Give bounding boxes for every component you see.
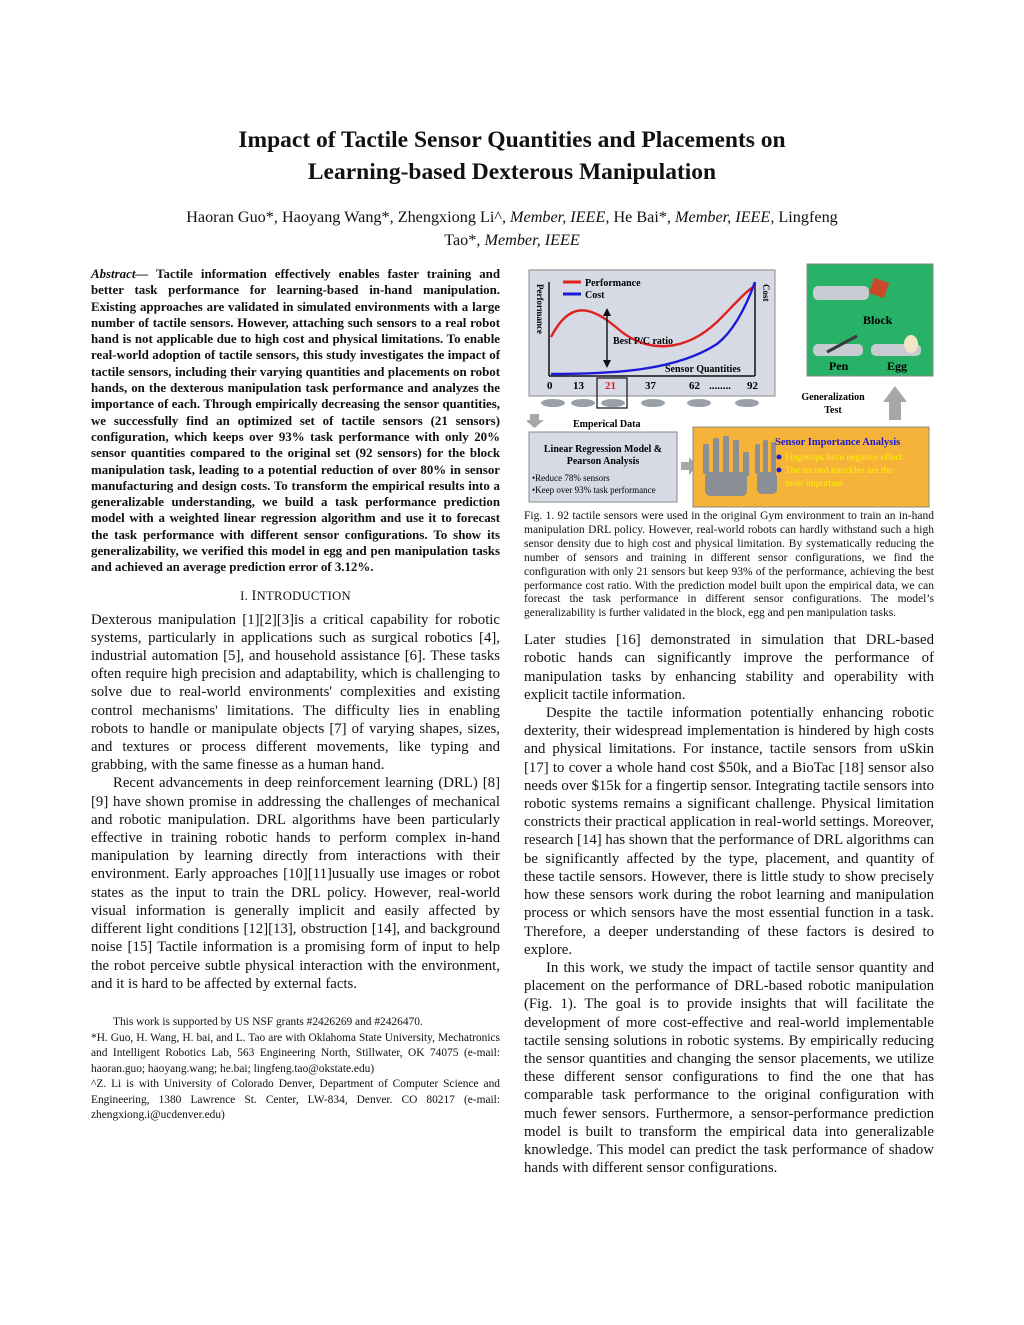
tick-0: 0 xyxy=(547,380,553,392)
paper-title xyxy=(120,124,904,188)
palm xyxy=(705,472,747,496)
right-paragraph-1: Later studies [16] demonstrated in simulation that DRL-based robotic hands can significantly improve the performance of manipulation tasks by enhancing stability and operability with explicit tactile information. xyxy=(524,632,934,703)
finger-1 xyxy=(703,444,709,474)
finger-7 xyxy=(763,440,768,474)
authors-part-b: He Bai*, xyxy=(609,208,676,226)
author-membership-1: Member, IEEE, xyxy=(510,208,610,226)
author-membership-2: Member, IEEE, xyxy=(675,208,775,226)
generalization-line-2: Test xyxy=(824,405,842,416)
sensor-quantities-label: Sensor Quantities xyxy=(665,364,741,375)
bullet-dot-2 xyxy=(777,468,782,473)
y-label-cost: Cost xyxy=(761,284,771,302)
right-paragraph-2: Despite the tactile information potentially enhancing robotic dexterity, their widespread implementation is hindered by high costs and physical limitations. For instance, tactile sensors from uSkin [17] to cover a whole hand cost $50k, and a BioTac [18] sensor also needs over $15k for a fingertip sensor. Integrating tactile sensors into robotic systems remains a significant challenge. Physical limitation constricts their practical application in real-world settings. Moreover, research [14] has shown that the performance of DRL algorithms can be significantly affected by the type, placement, and quantity of these tactile sensors. However, there is little study to show precisely how these sensors work during the robot learning and manipulation process or which sensors have the most essential function in a task. Therefore, a deeper understanding of these factors is desired to explore. xyxy=(524,705,934,958)
task-egg: Egg xyxy=(887,359,908,373)
figure-1-graphic xyxy=(527,262,947,512)
regression-bullet-1: •Reduce 78% sensors xyxy=(532,473,610,483)
intro-paragraph-1: Dexterous manipulation [1][2][3]is a critical capability for robotic systems, particularly in applications such as surgical robotics [4], industrial automation [5], and household assistance [6]. These tasks often require high precision and adaptability, which is challenging to solve due to real-world environments' complexities and existing control mechanisms' limitations. The difficulty lies in enabling robots to handle or manipulate objects [7] of varying shapes, sizes, and textures or process different movements, like typing and grabbing, with the same finesse as a human hand. xyxy=(91,611,500,774)
abstract xyxy=(91,266,500,576)
regression-title-1: Linear Regression Model & xyxy=(543,444,663,455)
right-paragraph-3: In this work, we study the impact of tactile sensor quantity and placement on the performance of DRL-based robotic manipulation (Fig. 1). The goal is to provide insights that will facilitate the development of more cost-effective and real-world implementable tactile sensing solutions in robotic systems. By empirically reducing the sensor quantities and changing the sensor placements, we utilize these different sensor configurations to find the one that has comparable task performance to the original configuration with much fewer sensors. Furthermore, a sensor-performance prediction model is built to transform the empirical data into generalizable knowledge. This model can predict the task performance of shadow hands with different sensor configurations. xyxy=(524,959,934,1177)
hand-block-icon xyxy=(813,286,869,300)
author-list xyxy=(120,206,904,252)
hand-thumb-5 xyxy=(687,399,711,407)
footnote-funding: This work is supported by US NSF grants #2426269 and #2426470. xyxy=(113,1015,423,1028)
tick-13: 13 xyxy=(573,380,584,392)
hand-thumb-3 xyxy=(601,399,625,407)
tick-92: 92 xyxy=(747,380,758,392)
emperical-data-label: Emperical Data xyxy=(573,419,641,430)
section-heading-introduction xyxy=(91,588,500,605)
hand-thumbnails xyxy=(541,399,759,407)
authors-part-a: Haoran Guo*, Haoyang Wang*, Zhengxiong Li^, xyxy=(186,208,511,226)
figure-1 xyxy=(527,262,947,512)
bullet-dot-1 xyxy=(777,455,782,460)
title-line-2: Learning-based Dexterous Manipulation xyxy=(307,159,717,185)
abstract-text: Tactile information effectively enables faster training and better task performance for learning-based in-hand manipulation. Existing approaches are validated in simulated environments with a large number of tactile sensors. However, attaching such sensors to a real robot hand is not applicable due to high cost and physical limitations. To enable real-world adoption of tactile sensors, this study investigates the impact of tactile sensors, including their varying quantities and placements on robot hands, on the dexterous manipulation task performance and analyzes the importance of each. Through empirically decreasing the sensor quantities, we successfully find an optimized set of tactile sensors (21 sensors) configuration, which keeps over 93% task performance with only 20% sensor quantities compared to the original set (92 sensors) for the block manipulation task, leading to a potential reduction of over 80% in sensor manufacturing and design costs. To transform the empirical results into a generalizable understanding, we build a task performance prediction model with a weighted linear regression algorithm and use it to forecast the task performance with different sensor configurations. To show its generalizability, we verified this model in egg and pen manipulation tasks and achieved an average prediction error of 3.12%. xyxy=(91,267,500,575)
left-column xyxy=(91,266,500,1124)
title-line-1: Impact of Tactile Sensor Quantities and Placements on xyxy=(238,127,786,153)
chart-panel xyxy=(529,270,775,396)
author-membership-3: Member, IEEE xyxy=(484,231,580,249)
finger-4 xyxy=(733,440,739,474)
importance-title: Sensor Importance Analysis xyxy=(775,437,901,448)
intro-paragraph-2: Recent advancements in deep reinforcement learning (DRL) [8][9] have shown promise in addressing the challenges of mechanical and robotic manipulation. DRL algorithms have been particularly effective in training robotic hands to perform complex in-hand manipulation by learning directly from interactions with their environment. Early approaches [10][11]usually use images or robot states as the input to train the DRL policy. However, real-world visual information is generally implicit and easily affected by different light conditions [12][13], obstruction [14], and background noise [15] Tactile information is a promising form of input to help the robot perceive subtle physical interaction with the environment, and it is hard to be affected by external facts. xyxy=(91,775,500,992)
generalization-line-1: Generalization xyxy=(801,392,865,403)
figure-1-caption: Fig. 1. 92 tactile sensors were used in the original Gym environment to train an in-hand manipulation DRL policy. However, real-world robots can hardly withstand such a high sensor density due to high cost and physical limitation. By systematically reducing the number of sensors and training in different sensor configurations, we find the configuration with only 21 sensors but keep 93% of the performance, achieving the best performance cost ratio. With the prediction model built upon the empirical data, we can forecast the task performance in different sensor configurations. The model’s generalizability is further validated in the block, egg and pen manipulation tasks. xyxy=(524,510,934,620)
legend-performance: Performance xyxy=(585,278,641,289)
importance-bullet-3: most important xyxy=(785,479,843,489)
tick-ellipsis: ........ xyxy=(709,380,731,392)
hand-thumb-1 xyxy=(541,399,565,407)
footnote-affiliation-1: *H. Guo, H. Wang, H. bai, and L. Tao are with Oklahoma State University, Mechatronics and Intelligent Robotics Lab, 563 Engineering North, Stillwater, OK 74075 (e-mail: haoran.guo; haoyang.wang; he.bai; lingfeng.tao@okstate.edu) xyxy=(91,1031,500,1075)
hand-thumb-2 xyxy=(571,399,595,407)
hand-thumb-6 xyxy=(735,399,759,407)
finger-2 xyxy=(713,438,719,474)
importance-bullet-2: The second knuckles are the xyxy=(785,466,893,476)
tick-21: 21 xyxy=(605,380,616,392)
right-column xyxy=(524,510,934,1177)
footnote-affiliation-2: ^Z. Li is with University of Colorado Denver, Department of Computer Science and Engineering, 1380 Lawrence St. Center, LW-834, Denver. CO 80217 (e-mail: zhengxiong.i@ucdenver.edu) xyxy=(91,1078,500,1122)
section-number: I. xyxy=(240,588,252,603)
section-initial: I xyxy=(251,587,257,604)
legend-cost: Cost xyxy=(585,290,605,301)
best-ratio-label: Best P/C ratio xyxy=(613,336,673,347)
task-block: Block xyxy=(863,313,893,327)
regression-title-2: Pearson Analysis xyxy=(566,456,640,467)
finger-3 xyxy=(723,436,729,474)
egg-icon xyxy=(904,335,918,353)
down-arrow-icon xyxy=(527,414,544,428)
regression-bullet-2: •Keep over 93% task performance xyxy=(532,485,656,495)
importance-bullet-1: Fingertips have negative effect xyxy=(785,453,903,463)
abstract-label: Abstract— xyxy=(91,267,149,281)
finger-6 xyxy=(755,444,760,474)
hand-thumb-4 xyxy=(641,399,665,407)
authors-part-d: Tao*, xyxy=(444,231,485,249)
up-arrow-icon xyxy=(883,386,907,420)
authors-part-c: Lingfeng xyxy=(774,208,838,226)
y-label-performance: Performance xyxy=(535,284,545,334)
palm-2 xyxy=(757,472,777,494)
section-title-rest: NTRODUCTION xyxy=(256,588,351,603)
task-pen: Pen xyxy=(829,359,849,373)
tick-37: 37 xyxy=(645,380,656,392)
tick-62: 62 xyxy=(689,380,700,392)
